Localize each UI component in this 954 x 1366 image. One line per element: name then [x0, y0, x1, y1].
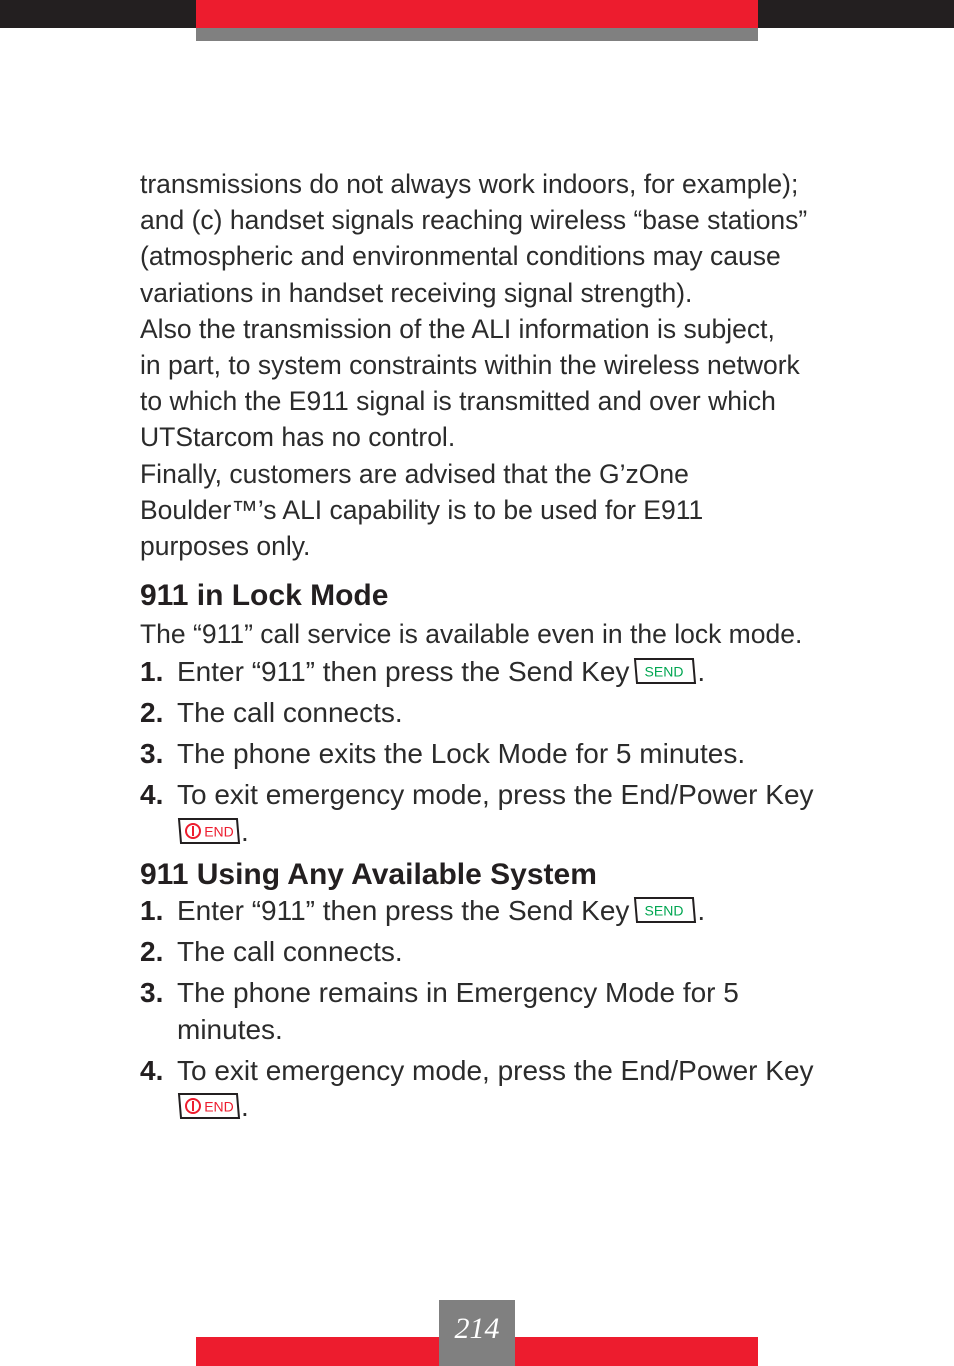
step-item	[140, 934, 900, 971]
step-number: 2.	[140, 697, 164, 729]
step-text: The phone remains in Emergency Mode for 5	[177, 977, 739, 1009]
step-item	[140, 975, 900, 1048]
section-heading-lock-mode: 911 in Lock Mode	[140, 579, 389, 613]
page-number-box	[439, 1300, 515, 1366]
header-bar-grey	[196, 28, 758, 41]
step-text-end: .	[697, 656, 706, 688]
step-text: Enter “911” then press the Send Key	[177, 656, 630, 688]
header-bar-right	[758, 0, 954, 28]
step-text: The phone exits the Lock Mode for 5 minutes.	[177, 738, 746, 770]
send-key-icon	[633, 896, 697, 924]
end-power-key-icon	[177, 1092, 241, 1120]
header-bar-red	[196, 0, 758, 28]
step-text-continued: minutes.	[177, 1013, 283, 1045]
text-line: transmissions do not always work indoors, for example);	[140, 169, 799, 199]
step-number: 3.	[140, 738, 164, 770]
step-number: 2.	[140, 936, 164, 968]
step-text-end: .	[241, 815, 249, 847]
step-number: 1.	[140, 656, 164, 688]
step-text: To exit emergency mode, press the End/Power Key	[177, 779, 814, 811]
send-key-label: SEND	[644, 902, 684, 919]
step-item	[140, 654, 900, 691]
end-key-label: END	[204, 1098, 234, 1115]
text-line: Finally, customers are advised that the G’zOne	[140, 458, 689, 489]
text-line: UTStarcom has no control.	[140, 422, 456, 453]
step-text: To exit emergency mode, press the End/Power Key	[177, 1054, 814, 1086]
step-number: 3.	[140, 977, 164, 1009]
step-item	[140, 893, 900, 930]
step-item	[140, 695, 900, 732]
end-power-key-icon	[177, 817, 241, 845]
step-number: 4.	[140, 779, 164, 811]
text-line: variations in handset receiving signal strength).	[140, 277, 693, 308]
page-number: 214	[454, 1312, 500, 1345]
section-intro: The “911” call service is available even in the lock mode.	[140, 619, 803, 650]
text-line: Boulder™’s ALI capability is to be used for E911	[140, 494, 704, 525]
text-line: to which the E911 signal is transmitted and over which	[140, 386, 776, 417]
step-item	[140, 777, 900, 850]
lock-mode-steps	[140, 654, 900, 850]
send-key-label: SEND	[644, 663, 684, 680]
text-line: in part, to system constraints within the wireless network	[140, 350, 800, 381]
header-bar-left	[0, 0, 196, 28]
step-text: The call connects.	[177, 936, 403, 968]
text-line: and (c) handset signals reaching wireless “base stations”	[140, 205, 808, 236]
step-text-end: .	[697, 895, 706, 927]
step-text: Enter “911” then press the Send Key	[177, 895, 630, 927]
step-item	[140, 736, 900, 773]
step-number: 4.	[140, 1054, 164, 1086]
step-item	[140, 1053, 900, 1126]
page-content	[140, 166, 900, 1130]
intro-paragraph	[140, 166, 900, 564]
step-number: 1.	[140, 895, 164, 927]
text-line: (atmospheric and environmental conditions may cause	[140, 241, 781, 272]
step-text: The call connects.	[177, 697, 403, 729]
end-key-label: END	[204, 823, 234, 840]
text-line: Also the transmission of the ALI information is subject,	[140, 313, 775, 344]
text-line: purposes only.	[140, 531, 311, 562]
step-text-end: .	[241, 1091, 249, 1123]
any-system-steps	[140, 893, 900, 1126]
section-heading-any-system: 911 Using Any Available System	[140, 858, 597, 892]
send-key-icon	[633, 657, 697, 685]
